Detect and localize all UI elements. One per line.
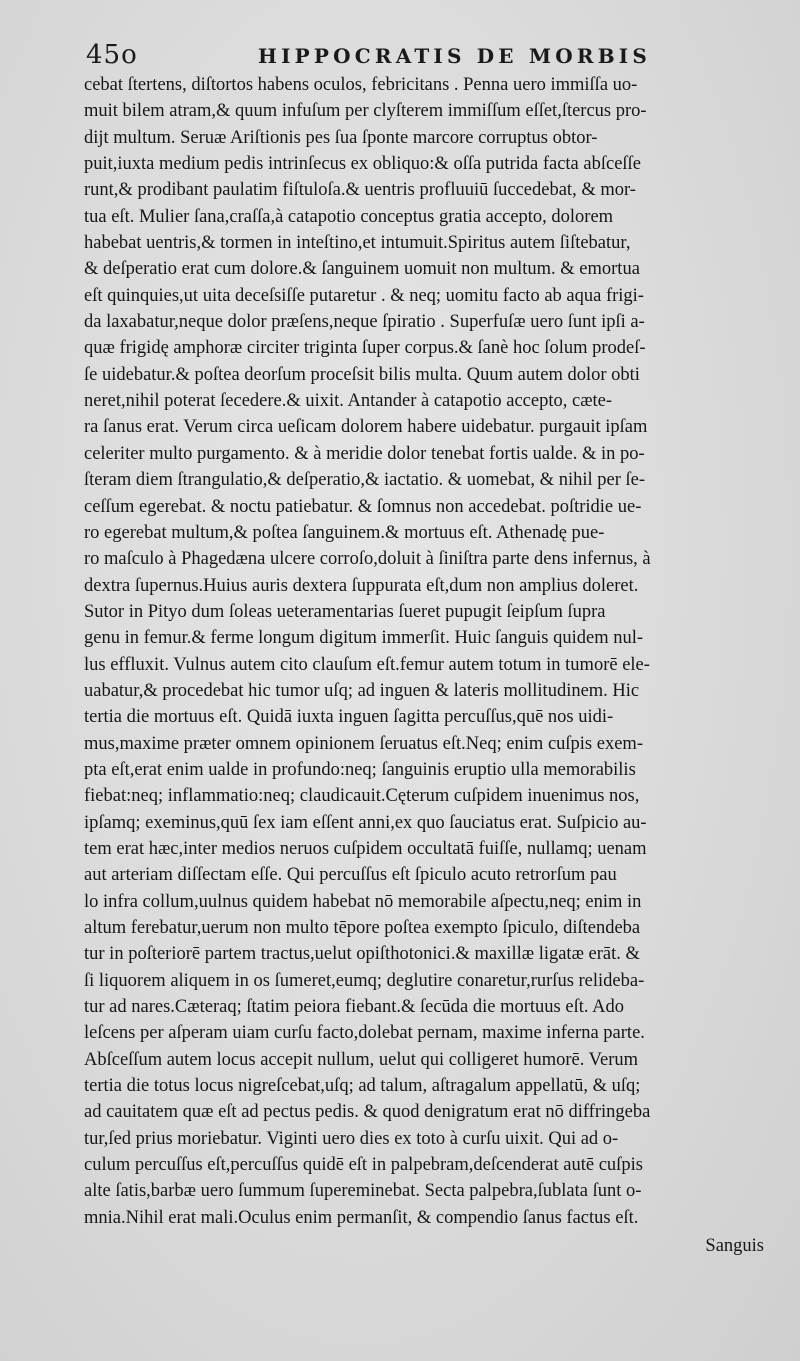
running-title: HIPPOCRATIS DE MORBIS [258,44,651,68]
text-line: aut arteriam diſſectam eſſe. Qui percuſſus eſt ſpiculo acuto retrorſum pau [84,865,617,886]
text-line: Abſceſſum autem locus accepit nullum, uelut qui colligeret humorē. Verum [84,1049,638,1070]
text-line: tua eſt. Mulier ſana,craſſa,à catapotio conceptus gratia accepto, dolorem [84,206,614,227]
text-line: habebat uentris,& tormen in inteſtino,et intumuit.Spiritus autem ſiſtebatur, [84,233,631,254]
text-line: ipſamq; exeminus,quū ſex iam eſſent anni,ex quo ſauciatus erat. Suſpicio au- [84,812,647,833]
text-line: genu in femur.& ferme longum digitum immerſit. Huic ſanguis quidem nul- [84,628,644,649]
text-line: runt,& prodibant paulatim fiſtuloſa.& uentris profluuiū ſuccedebat, & mor- [84,180,636,201]
text-line: tertia die mortuus eſt. Quidā iuxta inguen ſagitta percuſſus,quē nos uidi- [84,707,614,728]
text-line: lus effluxit. Vulnus autem cito clauſum eſt.femur autem totum in tumorē ele- [84,654,650,675]
page-number: 45o [86,40,138,70]
text-line: da laxabatur,neque dolor præſens,neque ſpiratio . Superfuſæ uero ſunt ipſi a- [84,312,645,333]
text-line: dextra ſupernus.Huius auris dextera ſuppurata eſt,dum non amplius doleret. [84,575,639,596]
text-line: culum percuſſus eſt,percuſſus quidē eſt in palpebram,deſcenderat autē cuſpis [84,1155,643,1176]
text-line: ro maſculo à Phagedæna ulcere corroſo,doluit à ſiniſtra parte dens infernus, à [84,549,651,570]
text-line: leſcens per aſperam uiam curſu facto,dolebat pernam, maxime inferna parte. [84,1023,645,1044]
text-line: Sutor in Pityo dum ſoleas ueteramentarias ſueret pupugit ſeipſum ſupra [84,601,606,622]
text-line: ſe uidebatur.& poſtea deorſum proceſsit bilis multa. Quum autem dolor obti [84,364,640,385]
text-line: neret,nihil poterat ſecedere.& uixit. Antander à catapotio accepto, cæte- [84,391,613,412]
text-line: puit,iuxta medium pedis intrinſecus ex obliquo:& oſſa putrida facta abſceſſe [84,154,641,175]
text-line: tur,ſed prius moriebatur. Viginti uero dies ex toto à curſu uixit. Qui ad o- [84,1128,619,1149]
text-line: dijt multum. Seruæ Ariſtionis pes ſua ſponte marcore corruptus obtor- [84,127,598,148]
text-line: & deſperatio erat cum dolore.& ſanguinem uomuit non multum. & emortua [84,259,640,280]
text-line: cebat ſtertens, diſtortos habens oculos, febricitans . Penna uero immiſſa uo- [84,75,638,95]
text-line: ſi liquorem aliquem in os ſumeret,eumq; deglutire conaretur,rurſus relideba- [84,970,645,991]
catchword: Sanguis [705,1236,764,1256]
body-text [84,72,770,1231]
text-line: pta eſt,erat enim ualde in profundo:neq; ſanguinis eruptio ulla memorabilis [84,759,636,780]
text-line: mnia.Nihil erat mali.Oculus enim permanſit, & compendio ſanus factus eſt. [84,1207,639,1228]
text-line: eſt quinquies,ut uita deceſsiſſe putaretur . & neq; uomitu facto ab aqua frigi- [84,285,644,306]
text-line: ad cauitatem quæ eſt ad pectus pedis. & quod denigratum erat nō diffringeba [84,1102,651,1123]
text-line: mus,maxime præter omnem opinionem ſeruatus eſt.Neq; enim cuſpis exem- [84,733,643,754]
text-line: muit bilem atram,& quum infuſum per clyſterem immiſſum eſſet,ſtercus pro- [84,101,647,122]
text-line: tur in poſteriorē partem tractus,uelut opiſthotonici.& maxillæ ligatæ erāt. & [84,944,640,965]
text-line: tur ad nares.Cæteraq; ſtatim peiora fiebant.& ſecūda die mortuus eſt. Ado [84,997,624,1018]
page-header [86,38,766,72]
text-line: ceſſum egerebat. & noctu patiebatur. & ſomnus non accedebat. poſtridie ue- [84,496,642,517]
text-line: ſteram diem ſtrangulatio,& deſperatio,& iactatio. & uomebat, & nihil per ſe- [84,470,645,491]
text-line: uabatur,& procedebat hic tumor uſq; ad inguen & lateris mollitudinem. Hic [84,680,640,701]
text-line: quæ frigidę amphoræ circiter triginta ſuper corpus.& ſanè hoc ſolum prodeſ- [84,338,646,359]
text-line: celeriter multo purgamento. & à meridie dolor tenebat fortis ualde. & in po- [84,443,645,464]
text-line: tem erat hæc,inter medios neruos cuſpidem occultatā fuiſſe, nullamq; uenam [84,838,647,859]
text-line: fiebat:neq; inflammatio:neq; claudicauit.Cęterum cuſpidem inuenimus nos, [84,786,640,807]
text-line: lo infra collum,uulnus quidem habebat nō memorabile aſpectu,neq; enim in [84,891,642,912]
text-line: altum ferebatur,uerum non multo tēpore poſtea exempto ſpiculo, diſtendeba [84,918,641,938]
text-line: ro egerebat multum,& poſtea ſanguinem.& mortuus eſt. Athenadę pue- [84,522,605,543]
text-line: tertia die totus locus nigreſcebat,uſq; ad talum, aſtragalum appellatū, & uſq; [84,1076,641,1097]
text-line: alte ſatis,barbæ uero ſummum ſupereminebat. Secta palpebra,ſublata ſunt o- [84,1181,642,1202]
text-line: ra ſanus erat. Verum circa ueſicam dolorem habere uidebatur. purgauit ipſam [84,417,648,438]
